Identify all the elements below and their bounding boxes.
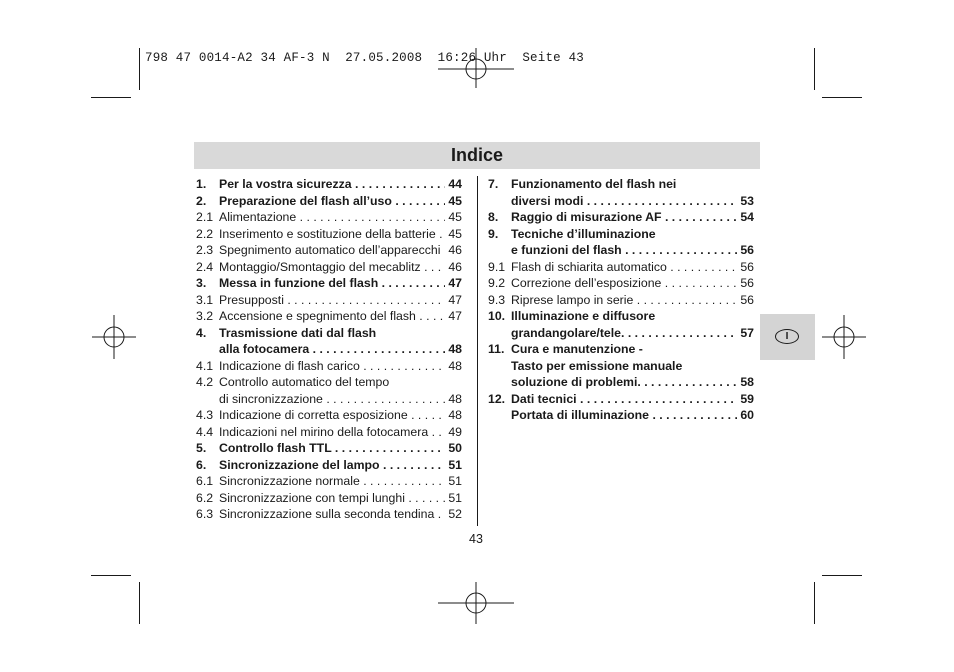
toc-entry-title: Controllo flash TTL . . .	[219, 440, 445, 457]
toc-entry-title: Accensione e spegnimento del flash . . .	[219, 308, 445, 325]
toc-entry-title: Presupposti . . .	[219, 292, 445, 309]
toc-entry-page: 59	[740, 391, 754, 406]
toc-entry-number: 4.3	[196, 408, 214, 422]
toc-entry-page: 45	[448, 193, 462, 208]
toc-entry	[196, 308, 462, 325]
toc-entry-title: di sincronizzazione . . .	[219, 391, 445, 408]
toc-entry-number: 5.	[196, 441, 207, 455]
toc-entry-number: 2.2	[196, 226, 214, 241]
toc-entry-number: 11.	[488, 342, 505, 356]
toc-entry-page: 58	[740, 375, 754, 389]
toc-entry	[488, 176, 754, 193]
toc-entry-number: 8.	[488, 210, 499, 224]
toc-entry	[488, 226, 754, 243]
title-bar	[194, 142, 760, 169]
toc-entry-number: 2.	[196, 193, 207, 208]
toc-entry	[196, 341, 462, 358]
toc-entry-number: 3.	[196, 276, 207, 290]
toc-entry-number: 9.1	[488, 259, 506, 274]
toc-entry-title: Indicazione di flash carico . . .	[219, 358, 445, 375]
toc-entry-page: 53	[740, 193, 754, 208]
toc-entry-title: alla fotocamera . . .	[219, 341, 445, 358]
toc-entry-page: 48	[448, 391, 462, 406]
toc-entry-title: Portata di illuminazione . . .	[511, 407, 737, 424]
toc-entry-number: 1.	[196, 177, 207, 191]
toc-entry-title: Tasto per emissione manuale	[511, 358, 683, 373]
toc-entry-number: 6.1	[196, 474, 214, 488]
toc-entry-title: Sincronizzazione normale . . .	[219, 473, 445, 490]
toc-entry	[488, 275, 754, 292]
toc-entry	[196, 259, 462, 276]
toc-entry-page: 48	[448, 358, 462, 373]
toc-entry	[488, 193, 754, 210]
toc-entry-title: Sincronizzazione del lampo . . .	[219, 457, 445, 474]
toc-entry	[196, 325, 462, 342]
toc-entry	[488, 358, 754, 375]
toc-entry-title: Spegnimento automatico dell’apparecchi . . .	[219, 242, 445, 259]
toc-entry-page: 57	[740, 325, 754, 340]
toc-entry-title: grandangolare/tele. . . .	[511, 325, 737, 342]
toc-entry-title: Inserimento e sostituzione della batterie . . .	[219, 226, 445, 243]
toc-entry	[196, 193, 462, 210]
toc-entry	[196, 374, 462, 391]
toc-entry-number: 3.2	[196, 309, 214, 323]
toc-entry-title: Correzione dell’esposizione . . .	[511, 275, 737, 292]
toc-entry-title: Montaggio/Smontaggio del mecablitz . . .	[219, 259, 445, 276]
toc-entry-page: 44	[448, 177, 462, 191]
toc-entry-page: 49	[448, 424, 462, 439]
toc-entry-number: 2.3	[196, 243, 214, 257]
language-badge: I	[775, 329, 799, 344]
toc-entry	[196, 391, 462, 408]
toc-entry-page: 48	[448, 342, 462, 356]
toc-entry	[196, 424, 462, 441]
toc-entry	[196, 292, 462, 309]
toc-entry	[196, 358, 462, 375]
toc-entry-page: 48	[448, 408, 462, 422]
toc-entry-title: Illuminazione e diffusore	[511, 309, 656, 323]
toc-entry-number: 12.	[488, 391, 506, 406]
toc-entry	[196, 440, 462, 457]
toc-entry-title: Trasmissione dati dal flash	[219, 325, 377, 340]
toc-entry	[488, 242, 754, 259]
toc-entry	[488, 341, 754, 358]
toc-entry-page: 46	[448, 243, 462, 257]
toc-entry	[196, 275, 462, 292]
toc-entry-number: 9.2	[488, 276, 506, 290]
toc-entry	[488, 407, 754, 424]
toc-entry-page: 56	[740, 292, 754, 307]
toc-entry-number: 7.	[488, 177, 499, 191]
toc-entry-number: 4.4	[196, 424, 214, 439]
toc-entry	[488, 209, 754, 226]
toc-entry	[196, 473, 462, 490]
toc-entry	[196, 506, 462, 523]
toc-right-column	[488, 176, 754, 424]
toc-entry-title: Per la vostra sicurezza . . .	[219, 176, 445, 193]
toc-entry-number: 6.2	[196, 490, 214, 505]
toc-entry	[488, 325, 754, 342]
registration-mark-left	[92, 315, 136, 359]
toc-entry	[196, 457, 462, 474]
registration-mark-top	[438, 48, 518, 92]
toc-entry-number: 3.1	[196, 292, 214, 307]
toc-entry-page: 47	[448, 276, 462, 290]
toc-entry	[196, 490, 462, 507]
toc-entry-page: 54	[740, 210, 754, 224]
registration-mark-right	[822, 315, 866, 359]
toc-entry-title: Controllo automatico del tempo	[219, 375, 390, 389]
toc-entry-title: Dati tecnici . . .	[511, 391, 737, 408]
toc-entry-title: Alimentazione . . .	[219, 209, 445, 226]
toc-entry-number: 2.1	[196, 210, 214, 224]
toc-entry-number: 6.	[196, 457, 207, 472]
toc-entry	[196, 242, 462, 259]
toc-entry-title: Sincronizzazione sulla seconda tendina . . .	[219, 506, 445, 523]
toc-entry-number: 6.3	[196, 507, 214, 521]
toc-entry-title: Raggio di misurazione AF . . .	[511, 209, 737, 226]
toc-entry	[196, 407, 462, 424]
toc-entry-title: Flash di schiarita automatico . . .	[511, 259, 737, 276]
toc-entry-page: 52	[448, 507, 462, 521]
toc-entry-number: 2.4	[196, 259, 214, 274]
toc-entry-title: Tecniche d’illuminazione	[511, 226, 656, 241]
toc-entry-title: Riprese lampo in serie . . .	[511, 292, 737, 309]
toc-left-column	[196, 176, 462, 523]
toc-entry-title: Cura e manutenzione -	[511, 342, 643, 356]
print-header: 798 47 0014-A2 34 AF-3 N 27.05.2008 16:26 Uhr Seite 43	[145, 51, 584, 65]
toc-entry-number: 9.	[488, 226, 499, 241]
column-divider	[477, 176, 478, 526]
toc-entry-number: 10.	[488, 309, 506, 323]
toc-entry-title: Indicazione di corretta esposizione . . .	[219, 407, 445, 424]
toc-entry-title: Funzionamento del flash nei	[511, 177, 677, 191]
toc-entry	[488, 308, 754, 325]
toc-entry-number: 4.2	[196, 375, 214, 389]
toc-entry-page: 45	[448, 210, 462, 224]
toc-entry-page: 51	[448, 457, 462, 472]
toc-entry	[488, 259, 754, 276]
toc-entry-page: 45	[448, 226, 462, 241]
toc-entry-page: 56	[740, 276, 754, 290]
toc-entry-page: 51	[448, 490, 462, 505]
language-tab	[760, 314, 815, 360]
toc-entry-title: diversi modi . . .	[511, 193, 737, 210]
toc-entry-page: 47	[448, 292, 462, 307]
toc-entry-number: 4.1	[196, 358, 214, 373]
toc-entry-page: 46	[448, 259, 462, 274]
toc-entry-title: Sincronizzazione con tempi lunghi . . .	[219, 490, 445, 507]
page-number: 43	[469, 532, 483, 546]
toc-entry-page: 56	[740, 259, 754, 274]
toc-entry	[196, 176, 462, 193]
toc-entry-number: 4.	[196, 325, 207, 340]
toc-entry-title: e funzioni del flash . . .	[511, 242, 737, 259]
toc-entry	[488, 374, 754, 391]
toc-entry-number: 9.3	[488, 292, 506, 307]
toc-entry-page: 47	[448, 309, 462, 323]
toc-entry-page: 56	[740, 243, 754, 257]
toc-entry	[488, 391, 754, 408]
toc-entry	[196, 226, 462, 243]
page-title: Indice	[450, 145, 503, 165]
toc-entry-page: 50	[448, 441, 462, 455]
toc-entry-page: 51	[448, 474, 462, 488]
toc-entry-title: Preparazione del flash all’uso . . .	[219, 193, 445, 210]
registration-mark-bottom	[438, 582, 518, 626]
toc-entry-title: Messa in funzione del flash . . .	[219, 275, 445, 292]
toc-entry	[196, 209, 462, 226]
toc-entry-title: Indicazioni nel mirino della fotocamera . . .	[219, 424, 445, 441]
toc-entry	[488, 292, 754, 309]
toc-entry-title: soluzione di problemi. . . .	[511, 374, 737, 391]
toc-entry-page: 60	[740, 408, 754, 422]
